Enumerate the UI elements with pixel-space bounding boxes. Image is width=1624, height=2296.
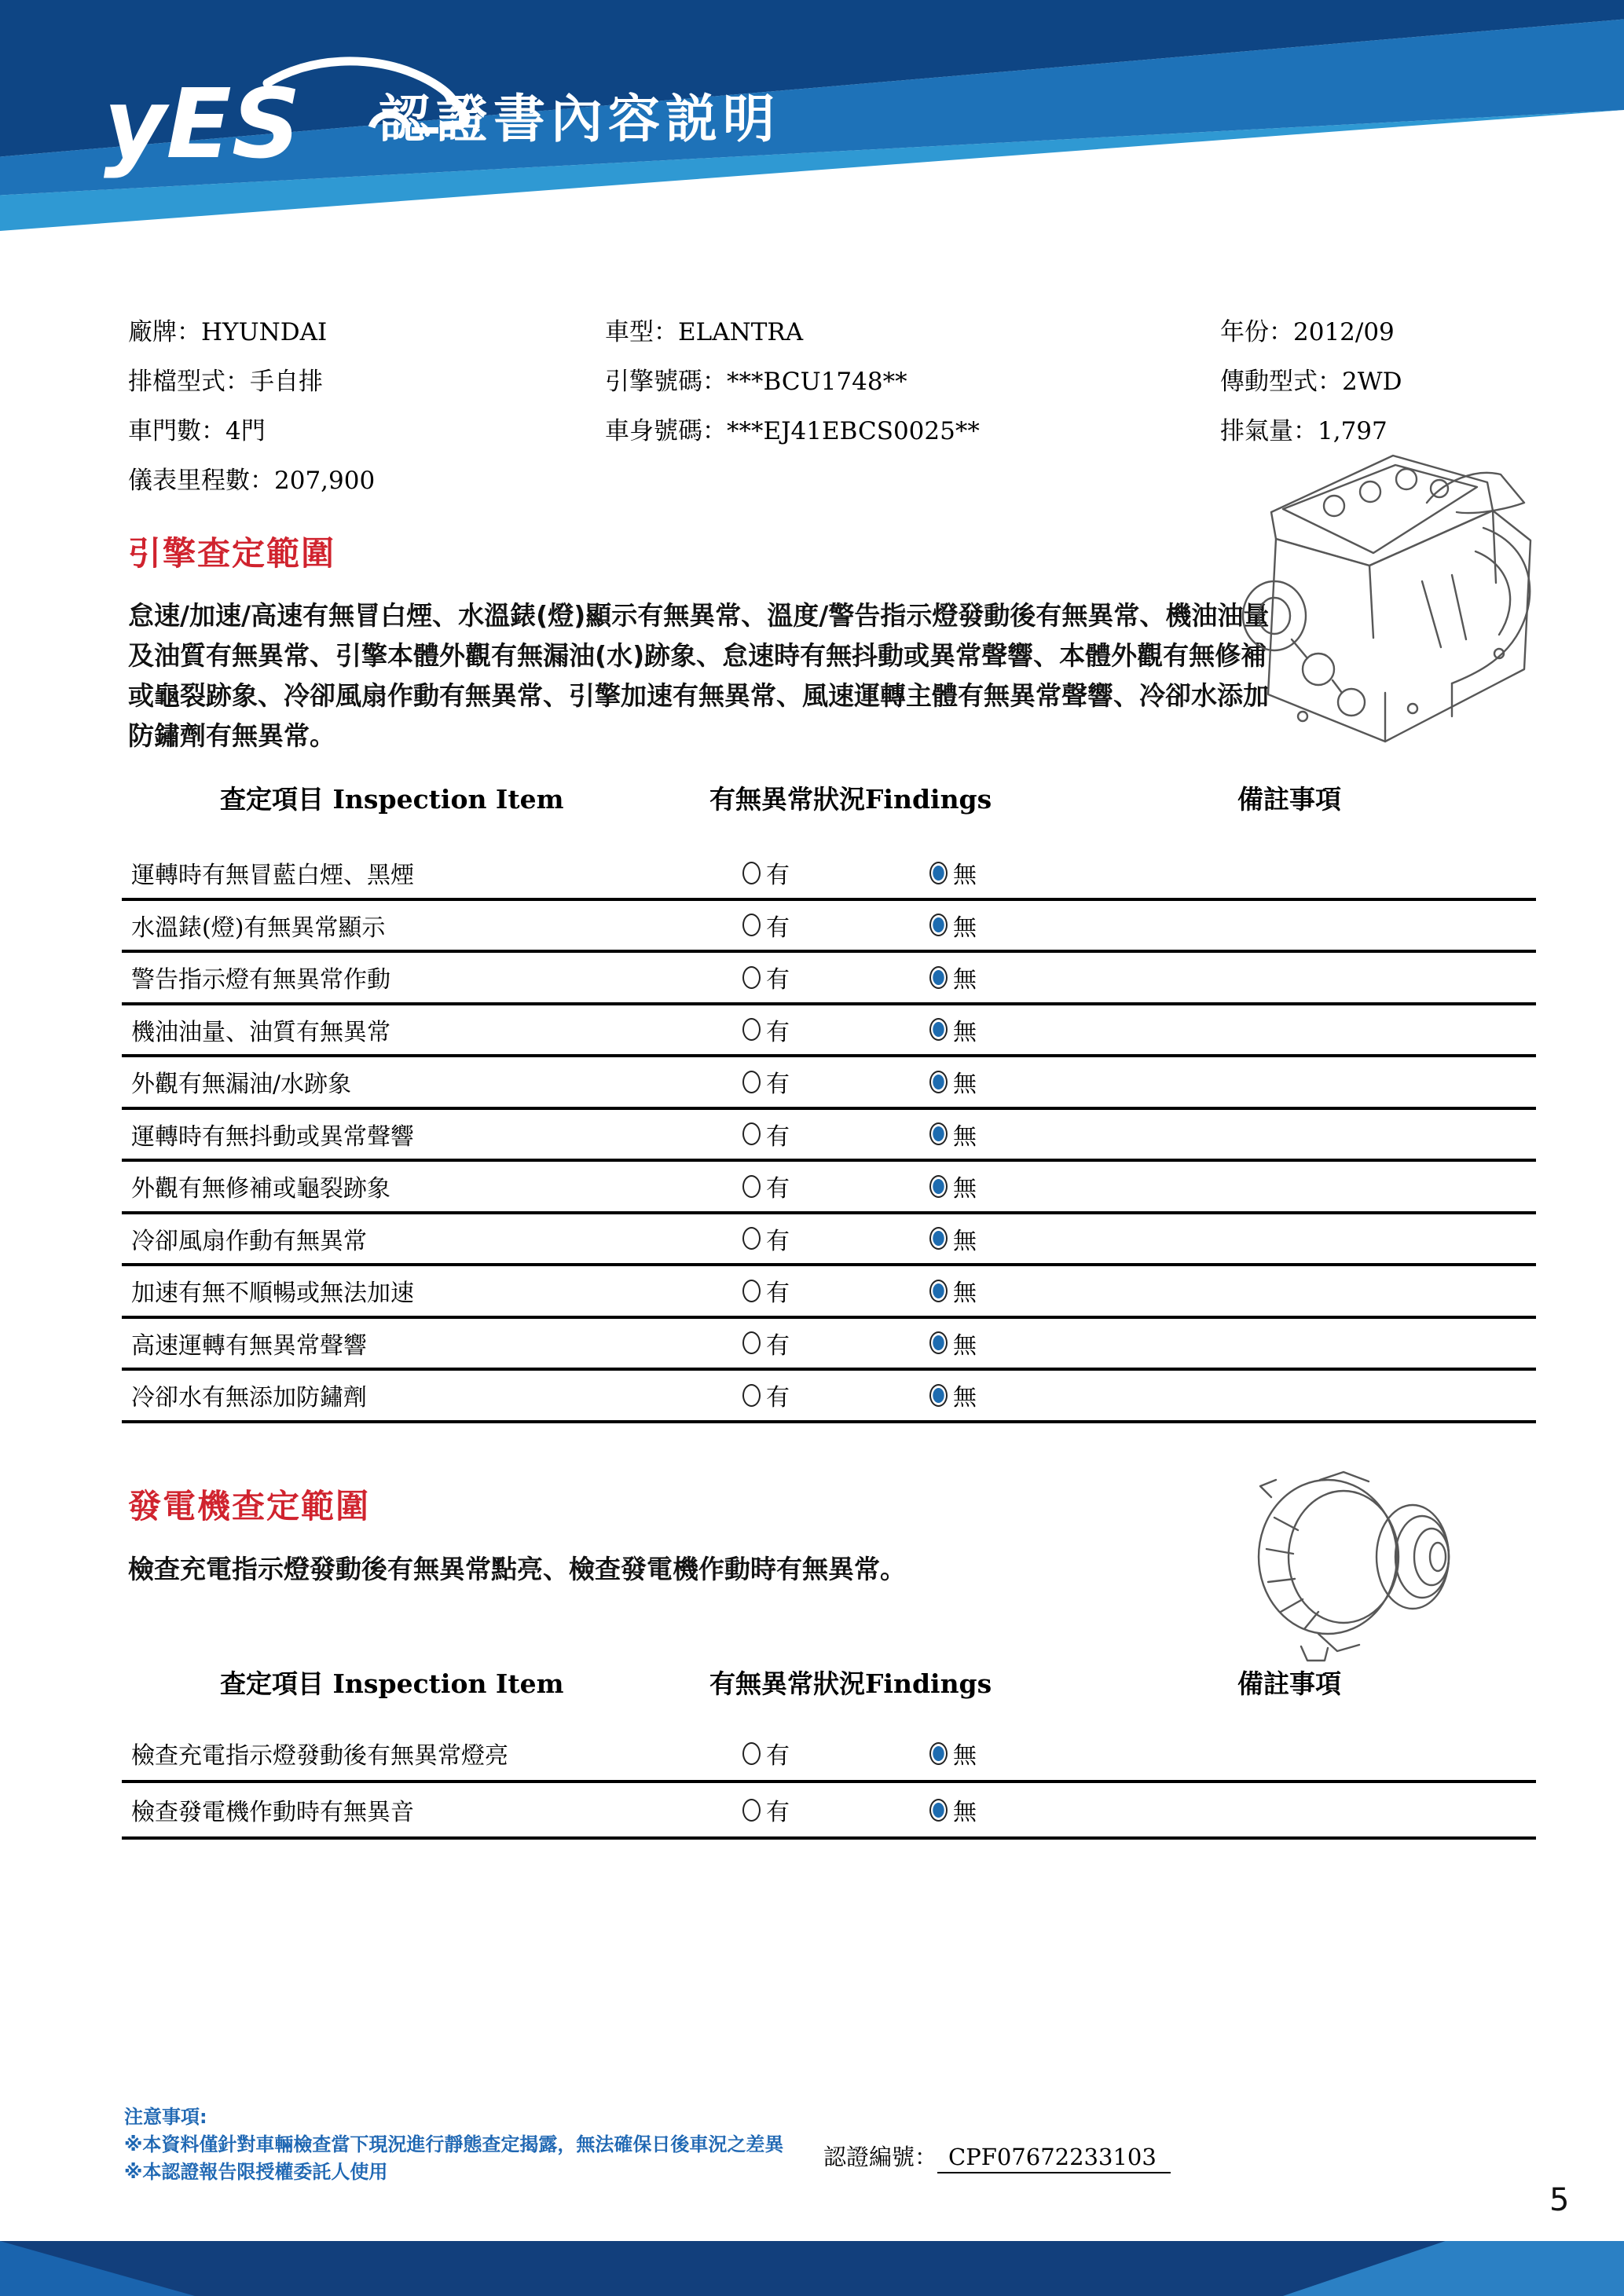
radio-no-circle[interactable]: [929, 1331, 948, 1354]
radio-yes[interactable]: [742, 908, 790, 943]
radio-yes-circle[interactable]: [742, 1018, 761, 1041]
info-engine-number: 引擎號碼：***BCU1748**: [605, 368, 907, 396]
radio-yes-circle[interactable]: [742, 1122, 761, 1145]
info-vin: 車身號碼：***EJ41EBCS0025**: [605, 417, 980, 445]
radio-yes[interactable]: [742, 1013, 790, 1047]
engine-inspection-table: [122, 848, 1536, 1423]
row-item-label: 外觀有無漏油/水跡象: [131, 1071, 352, 1099]
row-item-label: 運轉時有無冒藍白煙、黑煙: [131, 862, 414, 890]
radio-no[interactable]: [929, 1064, 977, 1099]
radio-no-circle[interactable]: [929, 1122, 948, 1145]
col-inspection-item: 查定項目 Inspection Item: [220, 1668, 564, 1699]
radio-no-label: 無: [953, 1384, 977, 1412]
row-item-label: 冷卻風扇作動有無異常: [131, 1227, 367, 1255]
radio-no[interactable]: [929, 1117, 977, 1152]
radio-yes[interactable]: [742, 1378, 790, 1412]
radio-yes-circle[interactable]: [742, 1280, 761, 1302]
radio-yes[interactable]: [742, 855, 790, 890]
radio-yes[interactable]: [742, 1221, 790, 1256]
engine-section-heading: 引擎查定範圍: [128, 534, 336, 573]
page-title: 認證書內容説明: [379, 89, 780, 149]
radio-no-circle[interactable]: [929, 1071, 948, 1093]
radio-yes-label: 有: [766, 1122, 790, 1151]
page-footer: [0, 2241, 1624, 2296]
radio-yes[interactable]: [742, 960, 790, 994]
radio-no[interactable]: [929, 960, 977, 994]
radio-yes[interactable]: [742, 1064, 790, 1099]
info-odometer: 儀表里程數：207,900: [128, 467, 376, 495]
generator-inspection-table: [122, 1727, 1536, 1840]
radio-no[interactable]: [929, 1736, 977, 1771]
col-inspection-item: 查定項目 Inspection Item: [220, 784, 564, 815]
radio-no[interactable]: [929, 1792, 977, 1827]
radio-yes[interactable]: [742, 1792, 790, 1827]
radio-yes-circle[interactable]: [742, 1384, 761, 1407]
row-item-label: 檢查發電機作動時有無異音: [131, 1799, 414, 1826]
radio-yes-label: 有: [766, 1331, 790, 1360]
table-row: [122, 1783, 1536, 1840]
row-item-label: 機油油量、油質有無異常: [131, 1018, 390, 1046]
radio-no-label: 無: [953, 862, 977, 890]
radio-yes-label: 有: [766, 1018, 790, 1046]
generator-section-description: 檢查充電指示燈發動後有無異常點亮、檢查發電機作動時有無異常。: [128, 1554, 906, 1584]
radio-yes[interactable]: [742, 1117, 790, 1152]
certificate-number: [823, 2140, 1171, 2172]
info-year: 年份：2012/09: [1220, 318, 1395, 346]
vehicle-info-column-1: [128, 308, 375, 506]
radio-yes-label: 有: [766, 1071, 790, 1099]
radio-no-circle[interactable]: [929, 1742, 948, 1765]
footer-right-accent-shape: [0, 2241, 1624, 2296]
generator-table-header: [122, 1664, 1536, 1698]
radio-no-label: 無: [953, 1071, 977, 1099]
radio-yes[interactable]: [742, 1273, 790, 1308]
vehicle-info-column-2: [605, 308, 980, 456]
logo-text: yES: [104, 68, 301, 180]
row-item-label: 水溫錶(燈)有無異常顯示: [131, 914, 386, 942]
info-transmission-type: 排檔型式：手自排: [128, 368, 323, 396]
radio-yes[interactable]: [742, 1169, 790, 1203]
radio-no-label: 無: [953, 1227, 977, 1255]
generator-section-heading: 發電機查定範圍: [128, 1487, 371, 1525]
table-row: [122, 1727, 1536, 1783]
table-row: [122, 901, 1536, 954]
radio-yes-label: 有: [766, 966, 790, 994]
row-item-label: 警告指示燈有無異常作動: [131, 966, 390, 994]
row-item-label: 運轉時有無抖動或異常聲響: [131, 1122, 414, 1151]
col-findings: 有無異常狀況Findings: [709, 1668, 992, 1699]
col-findings: 有無異常狀況Findings: [709, 784, 992, 815]
notes-line-2: ※本認證報告限授權委託人使用: [124, 2161, 388, 2183]
radio-no[interactable]: [929, 908, 977, 943]
radio-no-circle[interactable]: [929, 1280, 948, 1302]
footer-notes: [124, 2104, 783, 2186]
radio-no-circle[interactable]: [929, 1227, 948, 1250]
radio-no-circle[interactable]: [929, 966, 948, 989]
radio-yes-circle[interactable]: [742, 1799, 761, 1822]
radio-yes-circle[interactable]: [742, 1071, 761, 1093]
radio-yes-label: 有: [766, 914, 790, 942]
row-item-label: 高速運轉有無異常聲響: [131, 1331, 367, 1360]
radio-no[interactable]: [929, 1013, 977, 1047]
table-row: [122, 1005, 1536, 1058]
radio-no-circle[interactable]: [929, 1799, 948, 1822]
radio-no-circle[interactable]: [929, 1175, 948, 1198]
table-row: [122, 848, 1536, 901]
radio-no-circle[interactable]: [929, 914, 948, 936]
radio-no-circle[interactable]: [929, 1018, 948, 1041]
engine-illustration: [1216, 434, 1593, 779]
table-row: [122, 1371, 1536, 1423]
engine-table-header: [122, 779, 1536, 814]
table-row: [122, 953, 1536, 1005]
info-door-count: 車門數：4門: [128, 417, 266, 445]
radio-no[interactable]: [929, 1221, 977, 1256]
col-remarks: 備註事項: [1237, 784, 1341, 815]
table-row: [122, 1110, 1536, 1163]
radio-no-label: 無: [953, 1175, 977, 1203]
alternator-illustration: [1226, 1463, 1540, 1663]
table-row: [122, 1266, 1536, 1319]
notes-line-1: ※本資料僅針對車輛檢查當下現況進行靜態查定揭露，無法確保日後車況之差異: [124, 2133, 784, 2155]
radio-no-label: 無: [953, 1331, 977, 1360]
info-brand: 廠牌：HYUNDAI: [128, 318, 328, 346]
certificate-number-value: CPF07672233103: [937, 2144, 1171, 2173]
notes-title: 注意事項:: [124, 2106, 207, 2128]
radio-yes-circle[interactable]: [742, 914, 761, 936]
radio-yes-circle[interactable]: [742, 966, 761, 989]
radio-yes-label: 有: [766, 1227, 790, 1255]
info-drivetrain: 傳動型式：2WD: [1220, 368, 1402, 396]
radio-no-label: 無: [953, 914, 977, 942]
table-row: [122, 1319, 1536, 1371]
table-row: [122, 1214, 1536, 1267]
table-row: [122, 1162, 1536, 1214]
radio-no[interactable]: [929, 1378, 977, 1412]
radio-no[interactable]: [929, 855, 977, 890]
page-number: 5: [1549, 2182, 1570, 2218]
radio-yes[interactable]: [742, 1326, 790, 1360]
radio-yes-circle[interactable]: [742, 1331, 761, 1354]
radio-yes-label: 有: [766, 862, 790, 890]
radio-no-label: 無: [953, 1122, 977, 1151]
radio-yes-circle[interactable]: [742, 1175, 761, 1198]
info-displacement: 排氣量：1,797: [1220, 417, 1388, 445]
radio-yes-circle[interactable]: [742, 862, 761, 884]
radio-yes-label: 有: [766, 1799, 790, 1826]
row-item-label: 加速有無不順暢或無法加速: [131, 1280, 414, 1308]
info-model: 車型：ELANTRA: [605, 318, 804, 346]
radio-yes[interactable]: [742, 1736, 790, 1771]
engine-section-description: 怠速/加速/高速有無冒白煙、水溫錶(燈)顯示有無異常、溫度/警告指示燈發動後有無異常、機油油量及油質有無異常、引擎本體外觀有無漏油(水)跡象、怠速時有無抖動或異常聲響、本體外觀有無修補或龜裂跡象、冷卻風扇作動有無異常、引擎加速有無異常、風速運轉主體有無異常聲響、冷卻水添加防鏽劑有無異常。: [128, 600, 1270, 751]
radio-no[interactable]: [929, 1273, 977, 1308]
radio-no[interactable]: [929, 1169, 977, 1203]
row-item-label: 冷卻水有無添加防鏽劑: [131, 1384, 367, 1412]
page-header: [0, 0, 1624, 275]
radio-yes-label: 有: [766, 1742, 790, 1770]
col-remarks: 備註事項: [1237, 1668, 1341, 1699]
radio-yes-circle[interactable]: [742, 1742, 761, 1765]
radio-yes-label: 有: [766, 1384, 790, 1412]
radio-no[interactable]: [929, 1326, 977, 1360]
radio-no-circle[interactable]: [929, 862, 948, 884]
radio-no-label: 無: [953, 1742, 977, 1770]
radio-no-label: 無: [953, 1799, 977, 1826]
radio-no-label: 無: [953, 1280, 977, 1308]
certificate-number-label: 認證編號：: [823, 2144, 938, 2170]
radio-no-circle[interactable]: [929, 1384, 948, 1407]
radio-no-label: 無: [953, 1018, 977, 1046]
radio-yes-label: 有: [766, 1175, 790, 1203]
row-item-label: 檢查充電指示燈發動後有無異常燈亮: [131, 1742, 508, 1770]
table-row: [122, 1057, 1536, 1110]
radio-yes-circle[interactable]: [742, 1227, 761, 1250]
radio-yes-label: 有: [766, 1280, 790, 1308]
radio-no-label: 無: [953, 966, 977, 994]
row-item-label: 外觀有無修補或龜裂跡象: [131, 1175, 390, 1203]
